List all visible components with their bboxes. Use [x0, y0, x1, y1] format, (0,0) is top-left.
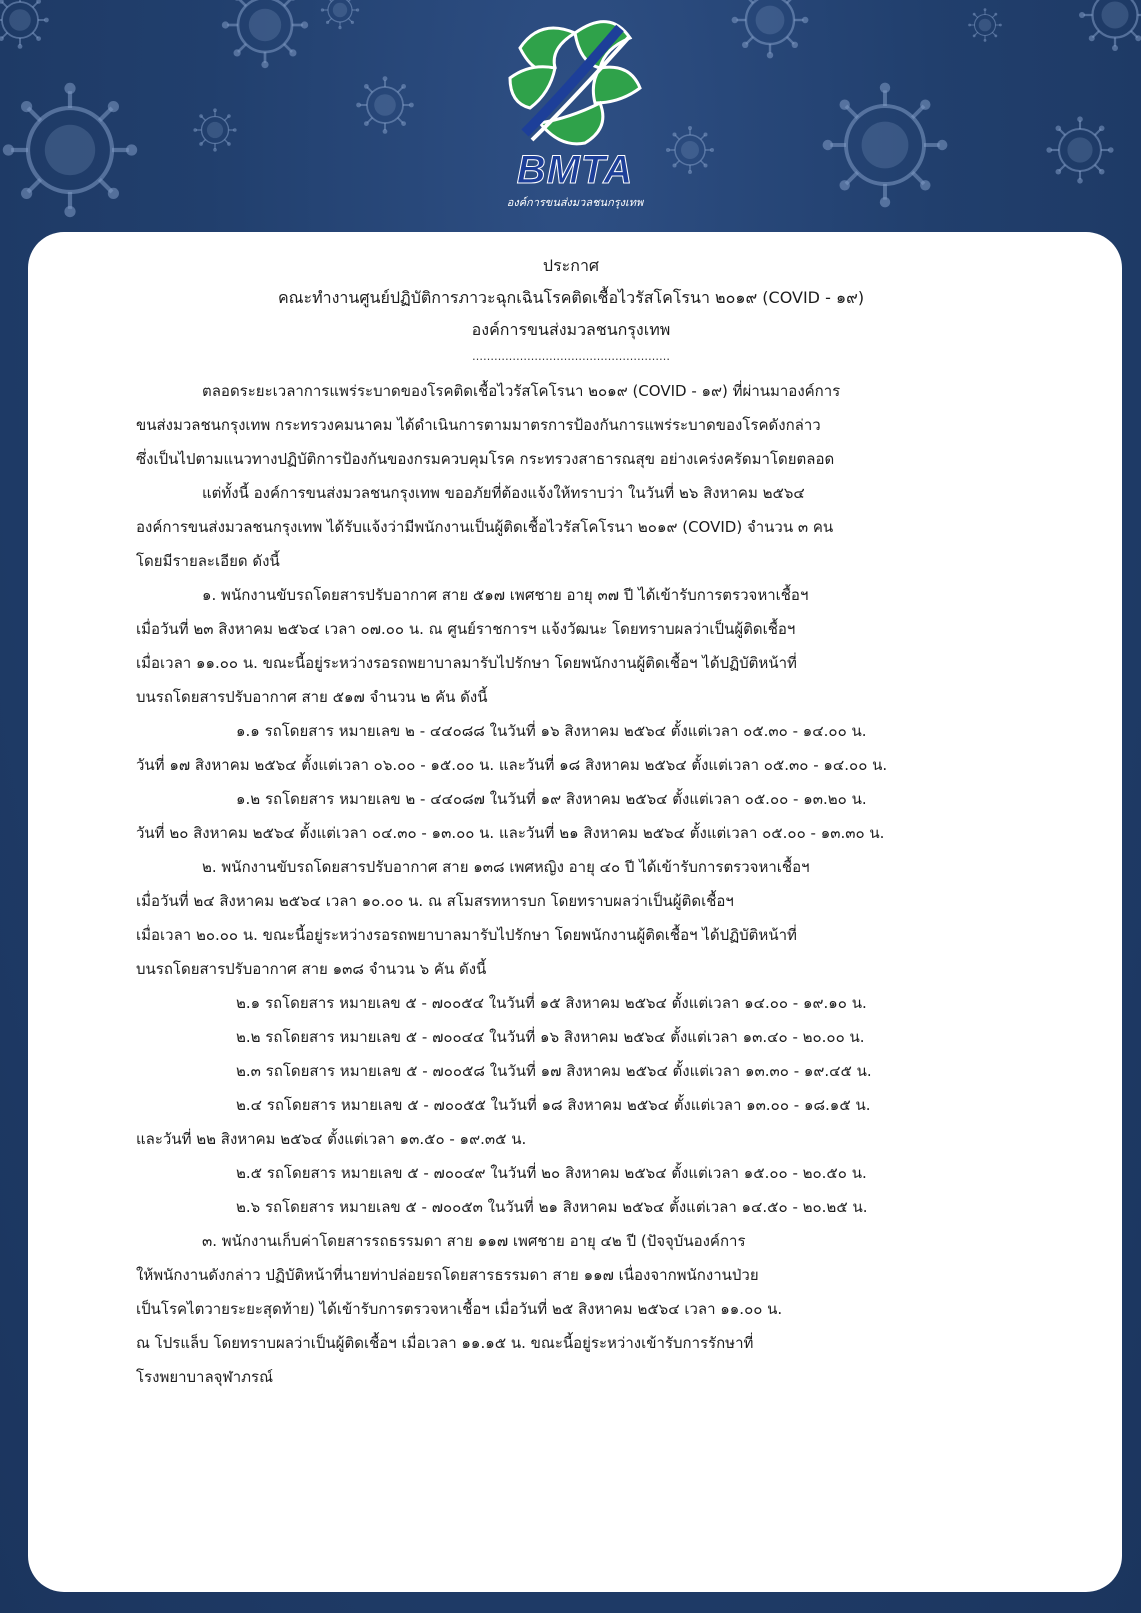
paragraph-line: ขนส่งมวลชนกรุงเทพ กระทรวงคมนาคม ได้ดำเนินการตามมาตรการป้องกันการแพร่ระบาดของโรคดังกล่าว [136, 416, 821, 434]
paragraph-line: เมื่อเวลา ๒๐.๐๐ น. ขณะนี้อยู่ระหว่างรอรถพยาบาลมารับไปรักษา โดยพนักงานผู้ติดเชื้อฯ ได้ปฏิบัติหน้าที่ [136, 926, 797, 944]
item-heading: ๓. พนักงานเก็บค่าโดยสารรถธรรมดา สาย ๑๑๗ เพศชาย อายุ ๔๒ ปี (ปัจจุบันองค์การ [202, 1232, 746, 1250]
sub-item-line: ๒.๕ รถโดยสาร หมายเลข ๕ - ๗๐๐๔๙ ในวันที่ ๒๐ สิงหาคม ๒๕๖๔ ตั้งแต่เวลา ๑๕.๐๐ - ๒๐.๕๐ น. [236, 1164, 867, 1182]
sub-item-line: ๒.๒ รถโดยสาร หมายเลข ๕ - ๗๐๐๔๔ ในวันที่ ๑๖ สิงหาคม ๒๕๖๔ ตั้งแต่เวลา ๑๓.๔๐ - ๒๐.๐๐ น. [236, 1028, 865, 1046]
paragraph-line: เมื่อวันที่ ๒๔ สิงหาคม ๒๕๖๔ เวลา ๑๐.๐๐ น. ณ สโมสรทหารบก โดยทราบผลว่าเป็นผู้ติดเชื้อฯ [136, 892, 734, 910]
paragraph-line: ซึ่งเป็นไปตามแนวทางปฏิบัติการป้องกันของกรมควบคุมโรค กระทรวงสาธารณสุข อย่างเคร่งครัดมาโดยตลอด [136, 450, 835, 468]
item-heading: ๑. พนักงานขับรถโดยสารปรับอากาศ สาย ๕๑๗ เพศชาย อายุ ๓๗ ปี ได้เข้ารับการตรวจหาเชื้อฯ [202, 586, 809, 604]
sub-item-line: ๒.๑ รถโดยสาร หมายเลข ๕ - ๗๐๐๕๔ ในวันที่ ๑๕ สิงหาคม ๒๕๖๔ ตั้งแต่เวลา ๑๔.๐๐ - ๑๙.๑๐ น. [236, 994, 867, 1012]
paragraph-line: เป็นโรคไตวายระยะสุดท้าย) ได้เข้ารับการตรวจหาเชื้อฯ เมื่อวันที่ ๒๕ สิงหาคม ๒๕๖๔ เวลา ๑๑.๐๐ น. [136, 1300, 783, 1318]
notice-card [28, 232, 1122, 1592]
sub-item-line: ๒.๖ รถโดยสาร หมายเลข ๕ - ๗๐๐๕๓ ในวันที่ ๒๑ สิงหาคม ๒๕๖๔ ตั้งแต่เวลา ๑๔.๕๐ - ๒๐.๒๕ น. [236, 1198, 868, 1216]
bmta-emblem-icon [480, 8, 670, 158]
paragraph-line: วันที่ ๑๗ สิงหาคม ๒๕๖๔ ตั้งแต่เวลา ๐๖.๐๐ - ๑๕.๐๐ น. และวันที่ ๑๘ สิงหาคม ๒๕๖๔ ตั้งแต่เวลา ๐๕.๓๐ - ๑๔.๐๐ น. [136, 756, 888, 774]
paragraph-line: องค์การขนส่งมวลชนกรุงเทพ ได้รับแจ้งว่ามีพนักงานเป็นผู้ติดเชื้อไวรัสโคโรนา ๒๐๑๙ (COVID) จำนวน ๓ คน [136, 518, 834, 536]
paragraph-line: โรงพยาบาลจุฬาภรณ์ [136, 1368, 273, 1386]
paragraph-line: โดยมีรายละเอียด ดังนี้ [136, 552, 280, 570]
notice-title: ประกาศ [542, 256, 600, 275]
paragraph-line: ให้พนักงานดังกล่าว ปฏิบัติหน้าที่นายท่าปล่อยรถโดยสารธรรมดา สาย ๑๑๗ เนื่องจากพนักงานป่วย [136, 1266, 759, 1284]
paragraph-line: แต่ทั้งนี้ องค์การขนส่งมวลชนกรุงเทพ ขออภัยที่ต้องแจ้งให้ทราบว่า ในวันที่ ๒๖ สิงหาคม ๒๕๖๔ [202, 484, 805, 502]
paragraph-line: ณ โปรแล็บ โดยทราบผลว่าเป็นผู้ติดเชื้อฯ เมื่อเวลา ๑๑.๑๕ น. ขณะนี้อยู่ระหว่างเข้ารับการรักษาที่ [136, 1334, 754, 1352]
notice-organization: องค์การขนส่งมวลชนกรุงเทพ [471, 320, 671, 339]
paragraph-line: และวันที่ ๒๒ สิงหาคม ๒๕๖๔ ตั้งแต่เวลา ๑๓.๕๐ - ๑๙.๓๕ น. [136, 1130, 527, 1148]
sub-item-line: ๑.๒ รถโดยสาร หมายเลข ๒ - ๔๔๐๘๗ ในวันที่ ๑๙ สิงหาคม ๒๕๖๔ ตั้งแต่เวลา ๐๕.๐๐ - ๑๓.๒๐ น. [236, 790, 867, 808]
paragraph-line: วันที่ ๒๐ สิงหาคม ๒๕๖๔ ตั้งแต่เวลา ๐๔.๓๐ - ๑๓.๐๐ น. และวันที่ ๒๑ สิงหาคม ๒๕๖๔ ตั้งแต่เวลา ๐๕.๐๐ - ๑๓.๓๐ น. [136, 824, 885, 842]
paragraph-line: เมื่อวันที่ ๒๓ สิงหาคม ๒๕๖๔ เวลา ๐๗.๐๐ น. ณ ศูนย์ราชการฯ แจ้งวัฒนะ โดยทราบผลว่าเป็นผู้ติดเชื้อฯ [136, 620, 796, 638]
paragraph-line: บนรถโดยสารปรับอากาศ สาย ๑๓๘ จำนวน ๖ คัน ดังนี้ [136, 960, 487, 978]
separator-line: ……………………………………………… [472, 350, 670, 363]
sub-item-line: ๒.๔ รถโดยสาร หมายเลข ๕ - ๗๐๐๕๕ ในวันที่ ๑๘ สิงหาคม ๒๕๖๔ ตั้งแต่เวลา ๑๓.๐๐ - ๑๘.๑๕ น. [236, 1096, 871, 1114]
bmta-logo [480, 8, 670, 208]
paragraph-line: บนรถโดยสารปรับอากาศ สาย ๕๑๗ จำนวน ๒ คัน ดังนี้ [136, 688, 488, 706]
logo-subtitle: องค์การขนส่งมวลชนกรุงเทพ [506, 196, 644, 209]
paragraph-line: ตลอดระยะเวลาการแพร่ระบาดของโรคติดเชื้อไวรัสโคโรนา ๒๐๑๙ (COVID - ๑๙) ที่ผ่านมาองค์การ [202, 382, 841, 400]
notice-committee: คณะทำงานศูนย์ปฏิบัติการภาวะฉุกเฉินโรคติดเชื้อไวรัสโคโรนา ๒๐๑๙ (COVID - ๑๙) [277, 288, 865, 307]
notice-content [136, 250, 1006, 1394]
sub-item-line: ๒.๓ รถโดยสาร หมายเลข ๕ - ๗๐๐๕๘ ในวันที่ ๑๗ สิงหาคม ๒๕๖๔ ตั้งแต่เวลา ๑๓.๓๐ - ๑๙.๔๕ น. [236, 1062, 872, 1080]
sub-item-line: ๑.๑ รถโดยสาร หมายเลข ๒ - ๔๔๐๘๘ ในวันที่ ๑๖ สิงหาคม ๒๕๖๔ ตั้งแต่เวลา ๐๕.๓๐ - ๑๔.๐๐ น. [236, 722, 867, 740]
logo-wordmark: BMTA [516, 148, 634, 192]
paragraph-line: เมื่อเวลา ๑๑.๐๐ น. ขณะนี้อยู่ระหว่างรอรถพยาบาลมารับไปรักษา โดยพนักงานผู้ติดเชื้อฯ ได้ปฏิบัติหน้าที่ [136, 654, 797, 672]
item-heading: ๒. พนักงานขับรถโดยสารปรับอากาศ สาย ๑๓๘ เพศหญิง อายุ ๔๐ ปี ได้เข้ารับการตรวจหาเชื้อฯ [202, 858, 810, 876]
